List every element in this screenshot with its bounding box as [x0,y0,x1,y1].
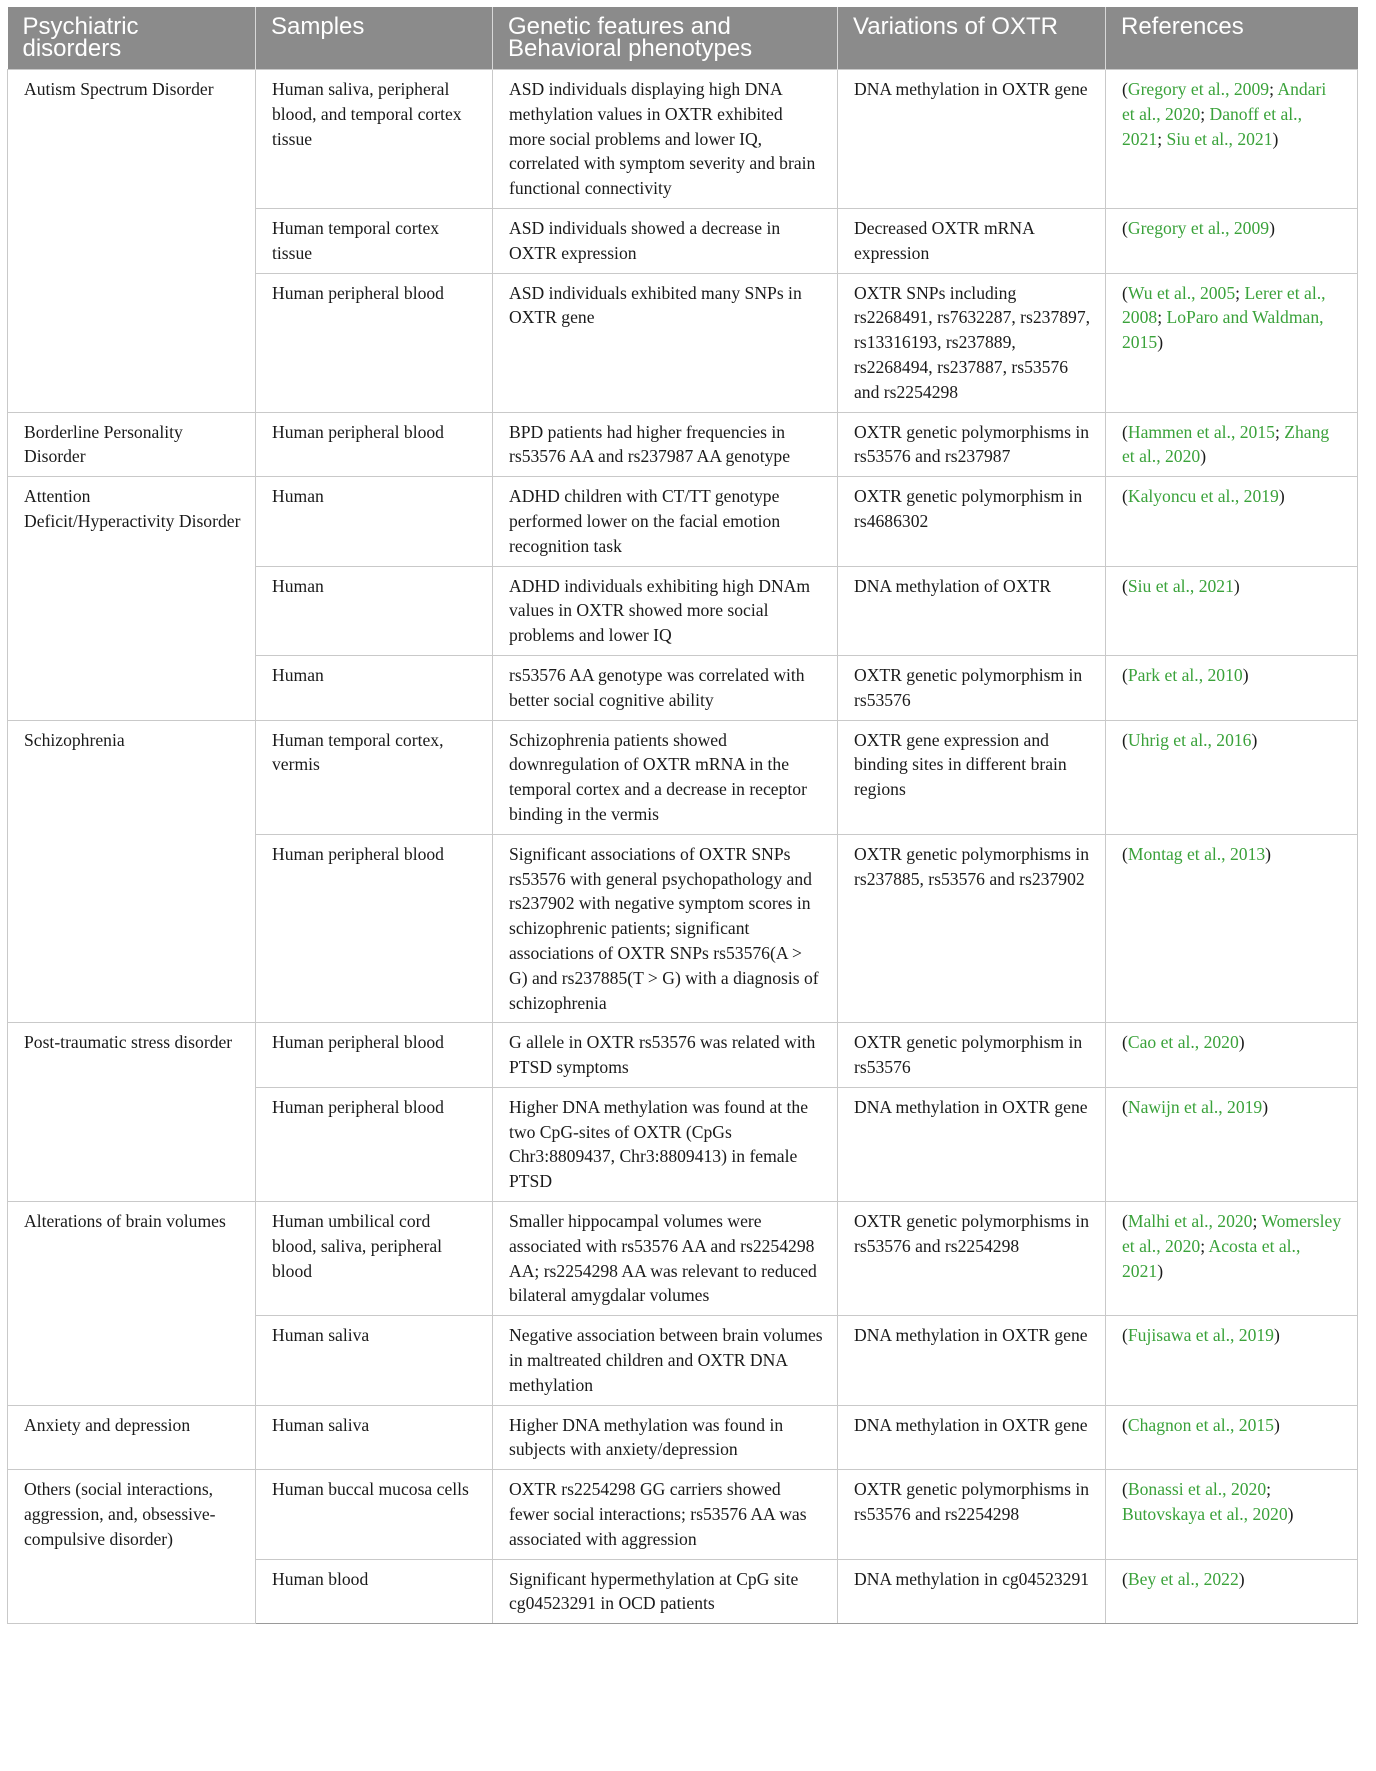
reference-link[interactable]: Danoff et al., 2021 [1122,103,1302,149]
table-row [8,477,1358,566]
references-cell: (Wu et al., 2005; Lerer et al., 2008; LoParo and Waldman, 2015) [1106,273,1358,412]
reference-link[interactable]: Bey et al., 2022 [1127,1568,1239,1589]
reference-link[interactable]: Butovskaya et al., 2020 [1122,1504,1288,1525]
references-cell: (Nawijn et al., 2019) [1106,1087,1358,1201]
sample-cell: Human peripheral blood [256,834,493,1023]
sample-cell: Human [256,655,493,720]
feature-cell: OXTR rs2254298 GG carriers showed fewer social interactions; rs53576 AA was associated with aggression [493,1470,838,1559]
variation-cell: DNA methylation in cg04523291 [838,1559,1106,1624]
table-row [8,1023,1358,1088]
variation-cell: OXTR genetic polymorphism in rs53576 [838,655,1106,720]
table-row [8,1405,1358,1470]
variation-cell: OXTR genetic polymorphisms in rs53576 and rs2254298 [838,1470,1106,1559]
reference-link[interactable]: Womersley et al., 2020 [1122,1211,1342,1256]
reference-link[interactable]: Cao et al., 2020 [1127,1032,1239,1053]
variation-cell: OXTR genetic polymorphism in rs4686302 [838,477,1106,566]
references-cell: (Chagnon et al., 2015) [1106,1405,1358,1470]
references-cell: (Park et al., 2010) [1106,655,1358,720]
references-cell: (Gregory et al., 2009) [1106,208,1358,273]
table-row [8,412,1358,477]
feature-cell: Significant hypermethylation at CpG site cg04523291 in OCD patients [493,1559,838,1624]
references-cell: (Uhrig et al., 2016) [1106,720,1358,834]
disorder-cell: Post-traumatic stress disorder [8,1023,256,1202]
reference-link[interactable]: Siu et al., 2021 [1127,575,1234,596]
references-cell: (Montag et al., 2013) [1106,834,1358,1023]
variation-cell: DNA methylation in OXTR gene [838,1087,1106,1201]
reference-link[interactable]: Chagnon et al., 2015 [1127,1414,1274,1435]
variation-cell: OXTR genetic polymorphisms in rs53576 and rs237987 [838,412,1106,477]
reference-link[interactable]: Hammen et al., 2015 [1127,421,1275,442]
variation-cell: DNA methylation in OXTR gene [838,1405,1106,1470]
variation-cell: DNA methylation in OXTR gene [838,1316,1106,1405]
table-row [8,1470,1358,1559]
disorder-cell: Schizophrenia [8,720,256,1023]
references-cell: (Hammen et al., 2015; Zhang et al., 2020) [1106,412,1358,477]
variation-cell: OXTR SNPs including rs2268491, rs7632287, rs237897, rs13316193, rs237889, rs2268494, rs237887, rs53576 and rs2254298 [838,273,1106,412]
sample-cell: Human saliva [256,1316,493,1405]
sample-cell: Human temporal cortex, vermis [256,720,493,834]
feature-cell: Schizophrenia patients showed downregulation of OXTR mRNA in the temporal cortex and a decrease in receptor binding in the vermis [493,720,838,834]
references-cell: (Siu et al., 2021) [1106,566,1358,655]
references-cell: (Cao et al., 2020) [1106,1023,1358,1088]
header-samples: Samples [256,7,493,70]
variation-cell: OXTR genetic polymorphism in rs53576 [838,1023,1106,1088]
header-psychiatric-disorders: Psychiatric disorders [8,7,256,70]
disorder-cell: Attention Deficit/Hyperactivity Disorder [8,477,256,720]
reference-link[interactable]: Andari et al., 2020 [1122,79,1327,124]
reference-link[interactable]: Acosta et al., 2021 [1122,1235,1301,1281]
feature-cell: Significant associations of OXTR SNPs rs53576 with general psychopathology and rs237902 with negative symptom scores in schizophrenic patients; significant associations of OXTR SNPs rs53576(A > G) and rs237885(T > G) with a diagnosis of schizophrenia [493,834,838,1023]
reference-link[interactable]: LoParo and Waldman, 2015 [1122,307,1324,353]
header-variations-of-oxtr: Variations of OXTR [838,7,1106,70]
feature-cell: Negative association between brain volumes in maltreated children and OXTR DNA methylation [493,1316,838,1405]
table-body [8,70,1358,1624]
references-cell: (Kalyoncu et al., 2019) [1106,477,1358,566]
feature-cell: ADHD children with CT/TT genotype performed lower on the facial emotion recognition task [493,477,838,566]
feature-cell: Higher DNA methylation was found in subjects with anxiety/depression [493,1405,838,1470]
header-row [8,7,1358,70]
feature-cell: Smaller hippocampal volumes were associated with rs53576 AA and rs2254298 AA; rs2254298 AA was relevant to reduced bilateral amygdalar volumes [493,1202,838,1316]
reference-link[interactable]: Siu et al., 2021 [1166,128,1273,149]
reference-link[interactable]: Montag et al., 2013 [1127,843,1266,864]
reference-link[interactable]: Zhang et al., 2020 [1122,421,1330,467]
sample-cell: Human peripheral blood [256,1023,493,1088]
oxtr-table-container [7,7,1357,1624]
variation-cell: OXTR genetic polymorphisms in rs53576 and rs2254298 [838,1202,1106,1316]
variation-cell: OXTR genetic polymorphisms in rs237885, rs53576 and rs237902 [838,834,1106,1023]
references-cell: (Bonassi et al., 2020; Butovskaya et al., 2020) [1106,1470,1358,1559]
table-row [8,720,1358,834]
references-cell: (Malhi et al., 2020; Womersley et al., 2020; Acosta et al., 2021) [1106,1202,1358,1316]
disorder-cell: Borderline Personality Disorder [8,412,256,477]
disorder-cell: Others (social interactions, aggression, and, obsessive-compulsive disorder) [8,1470,256,1624]
sample-cell: Human blood [256,1559,493,1624]
sample-cell: Human peripheral blood [256,1087,493,1201]
sample-cell: Human [256,566,493,655]
reference-link[interactable]: Uhrig et al., 2016 [1127,729,1252,750]
disorder-cell: Alterations of brain volumes [8,1202,256,1406]
references-cell: (Bey et al., 2022) [1106,1559,1358,1624]
sample-cell: Human peripheral blood [256,412,493,477]
reference-link[interactable]: Kalyoncu et al., 2019 [1127,486,1279,507]
reference-link[interactable]: Nawijn et al., 2019 [1127,1096,1263,1117]
feature-cell: ASD individuals showed a decrease in OXTR expression [493,208,838,273]
table-row [8,70,1358,209]
sample-cell: Human saliva, peripheral blood, and temporal cortex tissue [256,70,493,209]
sample-cell: Human buccal mucosa cells [256,1470,493,1559]
reference-link[interactable]: Fujisawa et al., 2019 [1127,1325,1274,1346]
feature-cell: ASD individuals exhibited many SNPs in OXTR gene [493,273,838,412]
feature-cell: ADHD individuals exhibiting high DNAm values in OXTR showed more social problems and lower IQ [493,566,838,655]
sample-cell: Human umbilical cord blood, saliva, peripheral blood [256,1202,493,1316]
reference-link[interactable]: Lerer et al., 2008 [1122,282,1326,328]
disorder-cell: Autism Spectrum Disorder [8,70,256,413]
reference-link[interactable]: Park et al., 2010 [1127,664,1243,685]
sample-cell: Human [256,477,493,566]
feature-cell: Higher DNA methylation was found at the two CpG-sites of OXTR (CpGs Chr3:8809437, Chr3:8809413) in female PTSD [493,1087,838,1201]
header-genetic-features: Genetic features and Behavioral phenotypes [493,7,838,70]
sample-cell: Human peripheral blood [256,273,493,412]
feature-cell: BPD patients had higher frequencies in rs53576 AA and rs237987 AA genotype [493,412,838,477]
reference-link[interactable]: Bonassi et al., 2020 [1127,1479,1267,1500]
references-cell: (Fujisawa et al., 2019) [1106,1316,1358,1405]
table-row [8,1202,1358,1316]
references-cell: (Gregory et al., 2009; Andari et al., 2020; Danoff et al., 2021; Siu et al., 2021) [1106,70,1358,209]
reference-link[interactable]: Gregory et al., 2009 [1127,79,1270,99]
table-header [8,7,1358,70]
sample-cell: Human temporal cortex tissue [256,208,493,273]
variation-cell: Decreased OXTR mRNA expression [838,208,1106,273]
feature-cell: ASD individuals displaying high DNA methylation values in OXTR exhibited more social problems and lower IQ, correlated with symptom severity and brain functional connectivity [493,70,838,209]
oxtr-variations-table [7,7,1358,1624]
reference-link[interactable]: Wu et al., 2005 [1127,282,1236,303]
variation-cell: DNA methylation of OXTR [838,566,1106,655]
feature-cell: G allele in OXTR rs53576 was related with PTSD symptoms [493,1023,838,1088]
variation-cell: DNA methylation in OXTR gene [838,70,1106,209]
sample-cell: Human saliva [256,1405,493,1470]
header-references: References [1106,7,1358,70]
feature-cell: rs53576 AA genotype was correlated with better social cognitive ability [493,655,838,720]
variation-cell: OXTR gene expression and binding sites in different brain regions [838,720,1106,834]
reference-link[interactable]: Gregory et al., 2009 [1127,217,1270,238]
disorder-cell: Anxiety and depression [8,1405,256,1470]
reference-link[interactable]: Malhi et al., 2020 [1127,1211,1253,1232]
